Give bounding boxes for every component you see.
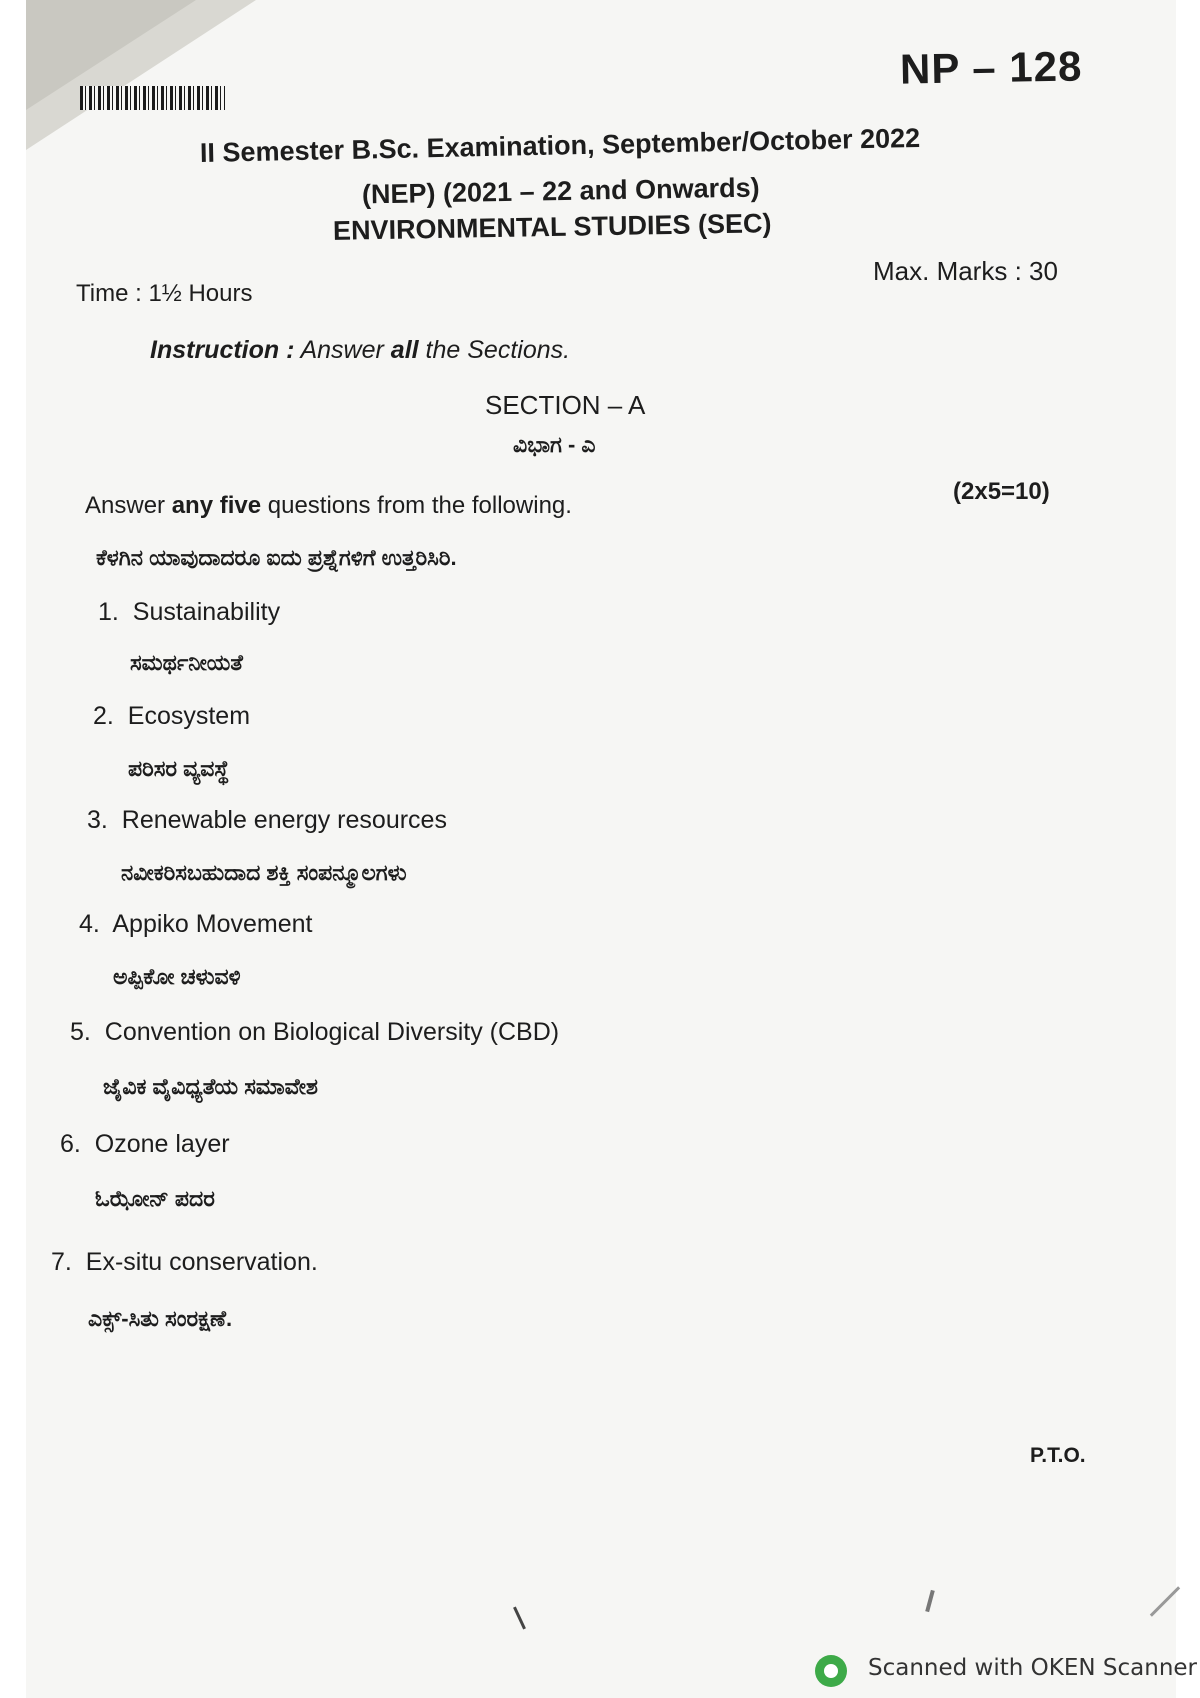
paper-code: NP – 128 xyxy=(899,42,1083,93)
question-text: Ex-situ conservation. xyxy=(85,1248,318,1276)
question-5-kannada: ಜೈವಿಕ ವೈವಿಧ್ಯತೆಯ ಸಮಾವೇಶ xyxy=(103,1074,318,1099)
instruction xyxy=(150,336,570,365)
question-text: Ozone layer xyxy=(94,1130,230,1158)
instruction-pre: Answer xyxy=(300,336,384,364)
question-text: Sustainability xyxy=(132,598,281,626)
instruction-post: the Sections. xyxy=(425,336,571,364)
section-title: SECTION – A xyxy=(485,390,646,420)
direction-post: questions from the following. xyxy=(267,492,572,519)
question-number: 2. xyxy=(93,702,114,730)
direction-emph: any five xyxy=(171,492,262,519)
question-4-kannada: ಅಪ್ಪಿಕೋ ಚಳುವಳಿ xyxy=(113,964,241,989)
question-3-kannada: ನವೀಕರಿಸಬಹುದಾದ ಶಕ್ತಿ ಸಂಪನ್ಮೂಲಗಳು xyxy=(121,860,407,885)
question-4 xyxy=(79,910,312,939)
question-2 xyxy=(93,702,250,731)
scan-margin-left xyxy=(0,0,26,1698)
question-2-kannada: ಪರಿಸರ ವ್ಯವಸ್ಥೆ xyxy=(128,756,230,781)
question-3 xyxy=(87,806,447,835)
question-7 xyxy=(51,1248,318,1277)
question-number: 1. xyxy=(98,598,119,626)
question-number: 5. xyxy=(70,1018,91,1046)
question-6-kannada: ಓಝೋನ್ ಪದರ xyxy=(95,1186,215,1211)
scheme-line: (NEP) (2021 – 22 and Onwards) xyxy=(361,172,760,210)
section-direction-kannada: ಕೆಳಗಿನ ಯಾವುದಾದರೂ ಐದು ಪ್ರಶ್ನೆಗಳಿಗೆ ಉತ್ತರಿಸಿರಿ. xyxy=(96,545,457,570)
scanner-watermark: Scanned with OKEN Scanner xyxy=(868,1655,1197,1681)
question-number: 4. xyxy=(79,910,100,938)
max-marks: Max. Marks : 30 xyxy=(873,256,1058,286)
barcode xyxy=(80,86,225,110)
scan-margin-right xyxy=(1176,0,1200,1698)
section-marks: (2x5=10) xyxy=(953,478,1050,505)
question-text: Ecosystem xyxy=(127,702,251,730)
question-text: Appiko Movement xyxy=(112,910,313,938)
question-6 xyxy=(60,1130,230,1159)
question-5 xyxy=(70,1018,559,1047)
instruction-label: Instruction : xyxy=(150,336,295,364)
subject-title: ENVIRONMENTAL STUDIES (SEC) xyxy=(332,208,772,246)
question-7-kannada: ಎಕ್ಸ್-ಸಿತು ಸಂರಕ್ಷಣೆ. xyxy=(88,1306,233,1331)
scanner-logo-icon xyxy=(815,1655,847,1687)
section-direction xyxy=(85,492,572,520)
question-number: 3. xyxy=(87,806,108,834)
exam-duration: Time : 1½ Hours xyxy=(76,280,253,307)
section-title-kannada: ವಿಭಾಗ - ಎ xyxy=(513,432,596,457)
please-turn-over: P.T.O. xyxy=(1030,1444,1086,1467)
question-1-kannada: ಸಮರ್ಥನೀಯತೆ xyxy=(130,650,243,675)
direction-pre: Answer xyxy=(85,492,166,519)
question-number: 6. xyxy=(60,1130,81,1158)
question-number: 7. xyxy=(51,1248,72,1276)
exam-title: II Semester B.Sc. Examination, September/October 2022 xyxy=(199,122,921,168)
question-text: Renewable energy resources xyxy=(121,806,447,834)
question-text: Convention on Biological Diversity (CBD) xyxy=(104,1018,560,1046)
instruction-emph: all xyxy=(390,336,419,364)
question-1 xyxy=(98,598,280,627)
exam-paper-page xyxy=(26,0,1176,1698)
